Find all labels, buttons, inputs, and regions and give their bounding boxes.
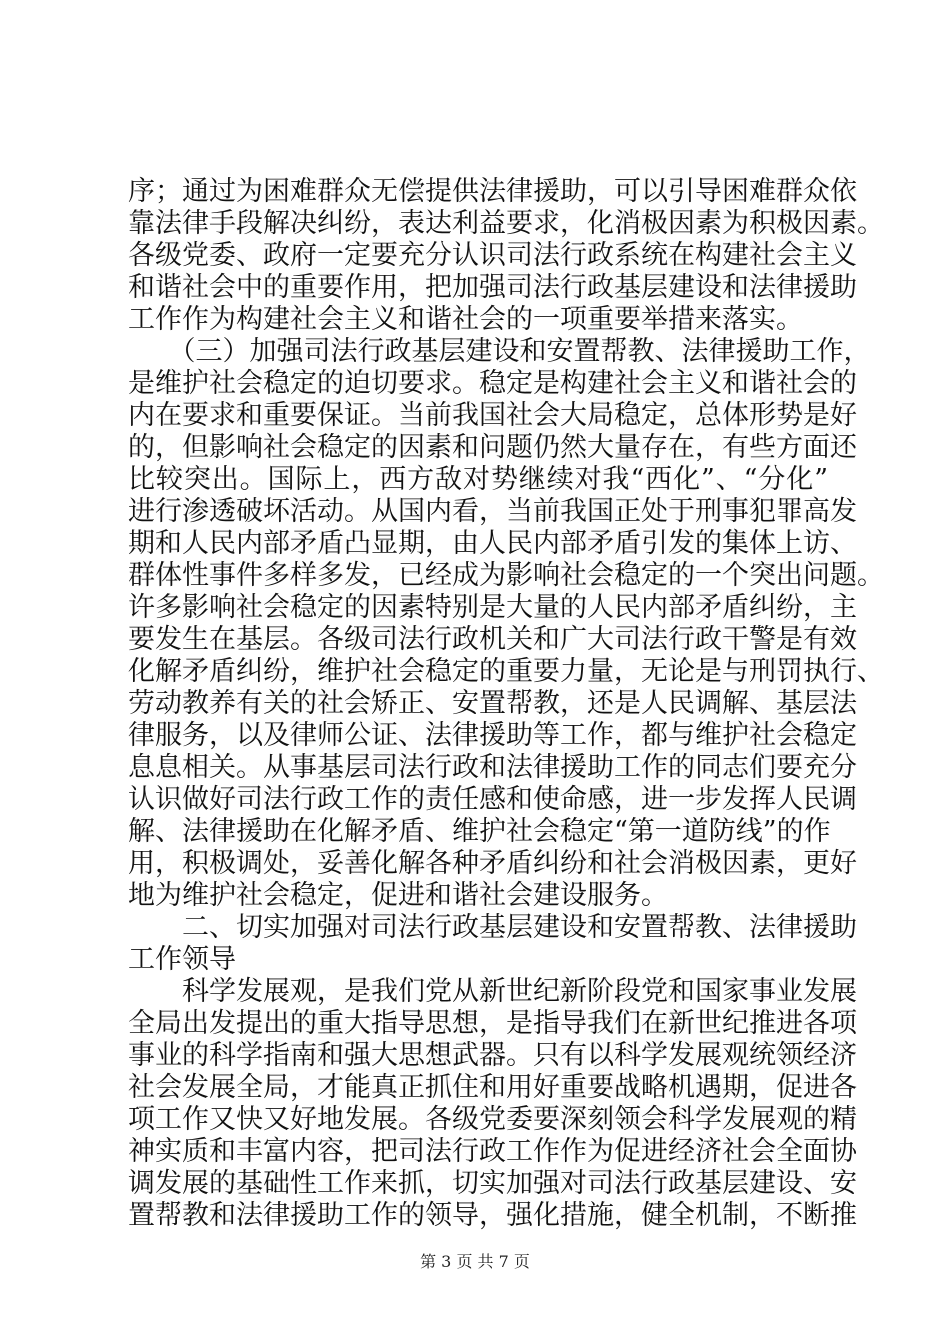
text-line: 息息相关。从事基层司法行政和法律援助工作的同志们要充分 xyxy=(128,752,857,783)
text-line: 是维护社会稳定的迫切要求。稳定是构建社会主义和谐社会的 xyxy=(128,368,857,399)
section-heading-line: 二、切实加强对司法行政基层建设和安置帮教、法律援助 xyxy=(128,912,857,943)
text-line: 劳动教养有关的社会矫正、安置帮教，还是人民调解、基层法 xyxy=(128,688,857,719)
text-line: 要发生在基层。各级司法行政机关和广大司法行政干警是有效 xyxy=(128,624,857,655)
text-line: 序；通过为困难群众无偿提供法律援助，可以引导困难群众依 xyxy=(128,176,857,207)
text-line: 的，但影响社会稳定的因素和问题仍然大量存在，有些方面还 xyxy=(128,432,857,463)
text-line: 比较突出。国际上，西方敌对势继续对我“西化”、“分化” xyxy=(128,464,828,495)
text-line: 进行渗透破坏活动。从国内看，当前我国正处于刑事犯罪高发 xyxy=(128,496,857,527)
text-line: 群体性事件多样多发，已经成为影响社会稳定的一个突出问题。 xyxy=(128,560,884,591)
text-line: 化解矛盾纠纷，维护社会稳定的重要力量，无论是与刑罚执行、 xyxy=(128,656,884,687)
text-line: 神实质和丰富内容，把司法行政工作作为促进经济社会全面协 xyxy=(128,1136,857,1167)
text-line: （三）加强司法行政基层建设和安置帮教、法律援助工作， xyxy=(128,336,871,367)
text-line: 科学发展观，是我们党从新世纪新阶段党和国家事业发展 xyxy=(128,976,857,1007)
text-line: 用，积极调处，妥善化解各种矛盾纠纷和社会消极因素，更好 xyxy=(128,848,857,879)
text-line: 许多影响社会稳定的因素特别是大量的人民内部矛盾纠纷，主 xyxy=(128,592,857,623)
text-line: 调发展的基础性工作来抓，切实加强对司法行政基层建设、安 xyxy=(128,1168,857,1199)
text-line: 全局出发提出的重大指导思想，是指导我们在新世纪推进各项 xyxy=(128,1008,857,1039)
text-line: 律服务，以及律师公证、法律援助等工作，都与维护社会稳定 xyxy=(128,720,857,751)
text-line: 各级党委、政府一定要充分认识司法行政系统在构建社会主义 xyxy=(128,240,857,271)
section-heading-line: 工作领导 xyxy=(128,944,236,975)
text-line: 内在要求和重要保证。当前我国社会大局稳定，总体形势是好 xyxy=(128,400,857,431)
text-line: 事业的科学指南和强大思想武器。只有以科学发展观统领经济 xyxy=(128,1040,857,1071)
text-line: 置帮教和法律援助工作的领导，强化措施，健全机制，不断推 xyxy=(128,1200,857,1231)
text-line: 地为维护社会稳定，促进和谐社会建设服务。 xyxy=(128,880,668,911)
text-line: 和谐社会中的重要作用，把加强司法行政基层建设和法律援助 xyxy=(128,272,857,303)
page-number-footer: 第 3 页 共 7 页 xyxy=(420,1252,530,1271)
text-line: 工作作为构建社会主义和谐社会的一项重要举措来落实。 xyxy=(128,304,803,335)
text-line: 社会发展全局，才能真正抓住和用好重要战略机遇期，促进各 xyxy=(128,1072,857,1103)
text-line: 认识做好司法行政工作的责任感和使命感，进一步发挥人民调 xyxy=(128,784,857,815)
text-line: 项工作又快又好地发展。各级党委要深刻领会科学发展观的精 xyxy=(128,1104,857,1135)
text-line: 解、法律援助在化解矛盾、维护社会稳定“第一道防线”的作 xyxy=(128,816,831,847)
text-line: 期和人民内部矛盾凸显期，由人民内部矛盾引发的集体上访、 xyxy=(128,528,857,559)
text-line: 靠法律手段解决纠纷，表达利益要求，化消极因素为积极因素。 xyxy=(128,208,884,239)
